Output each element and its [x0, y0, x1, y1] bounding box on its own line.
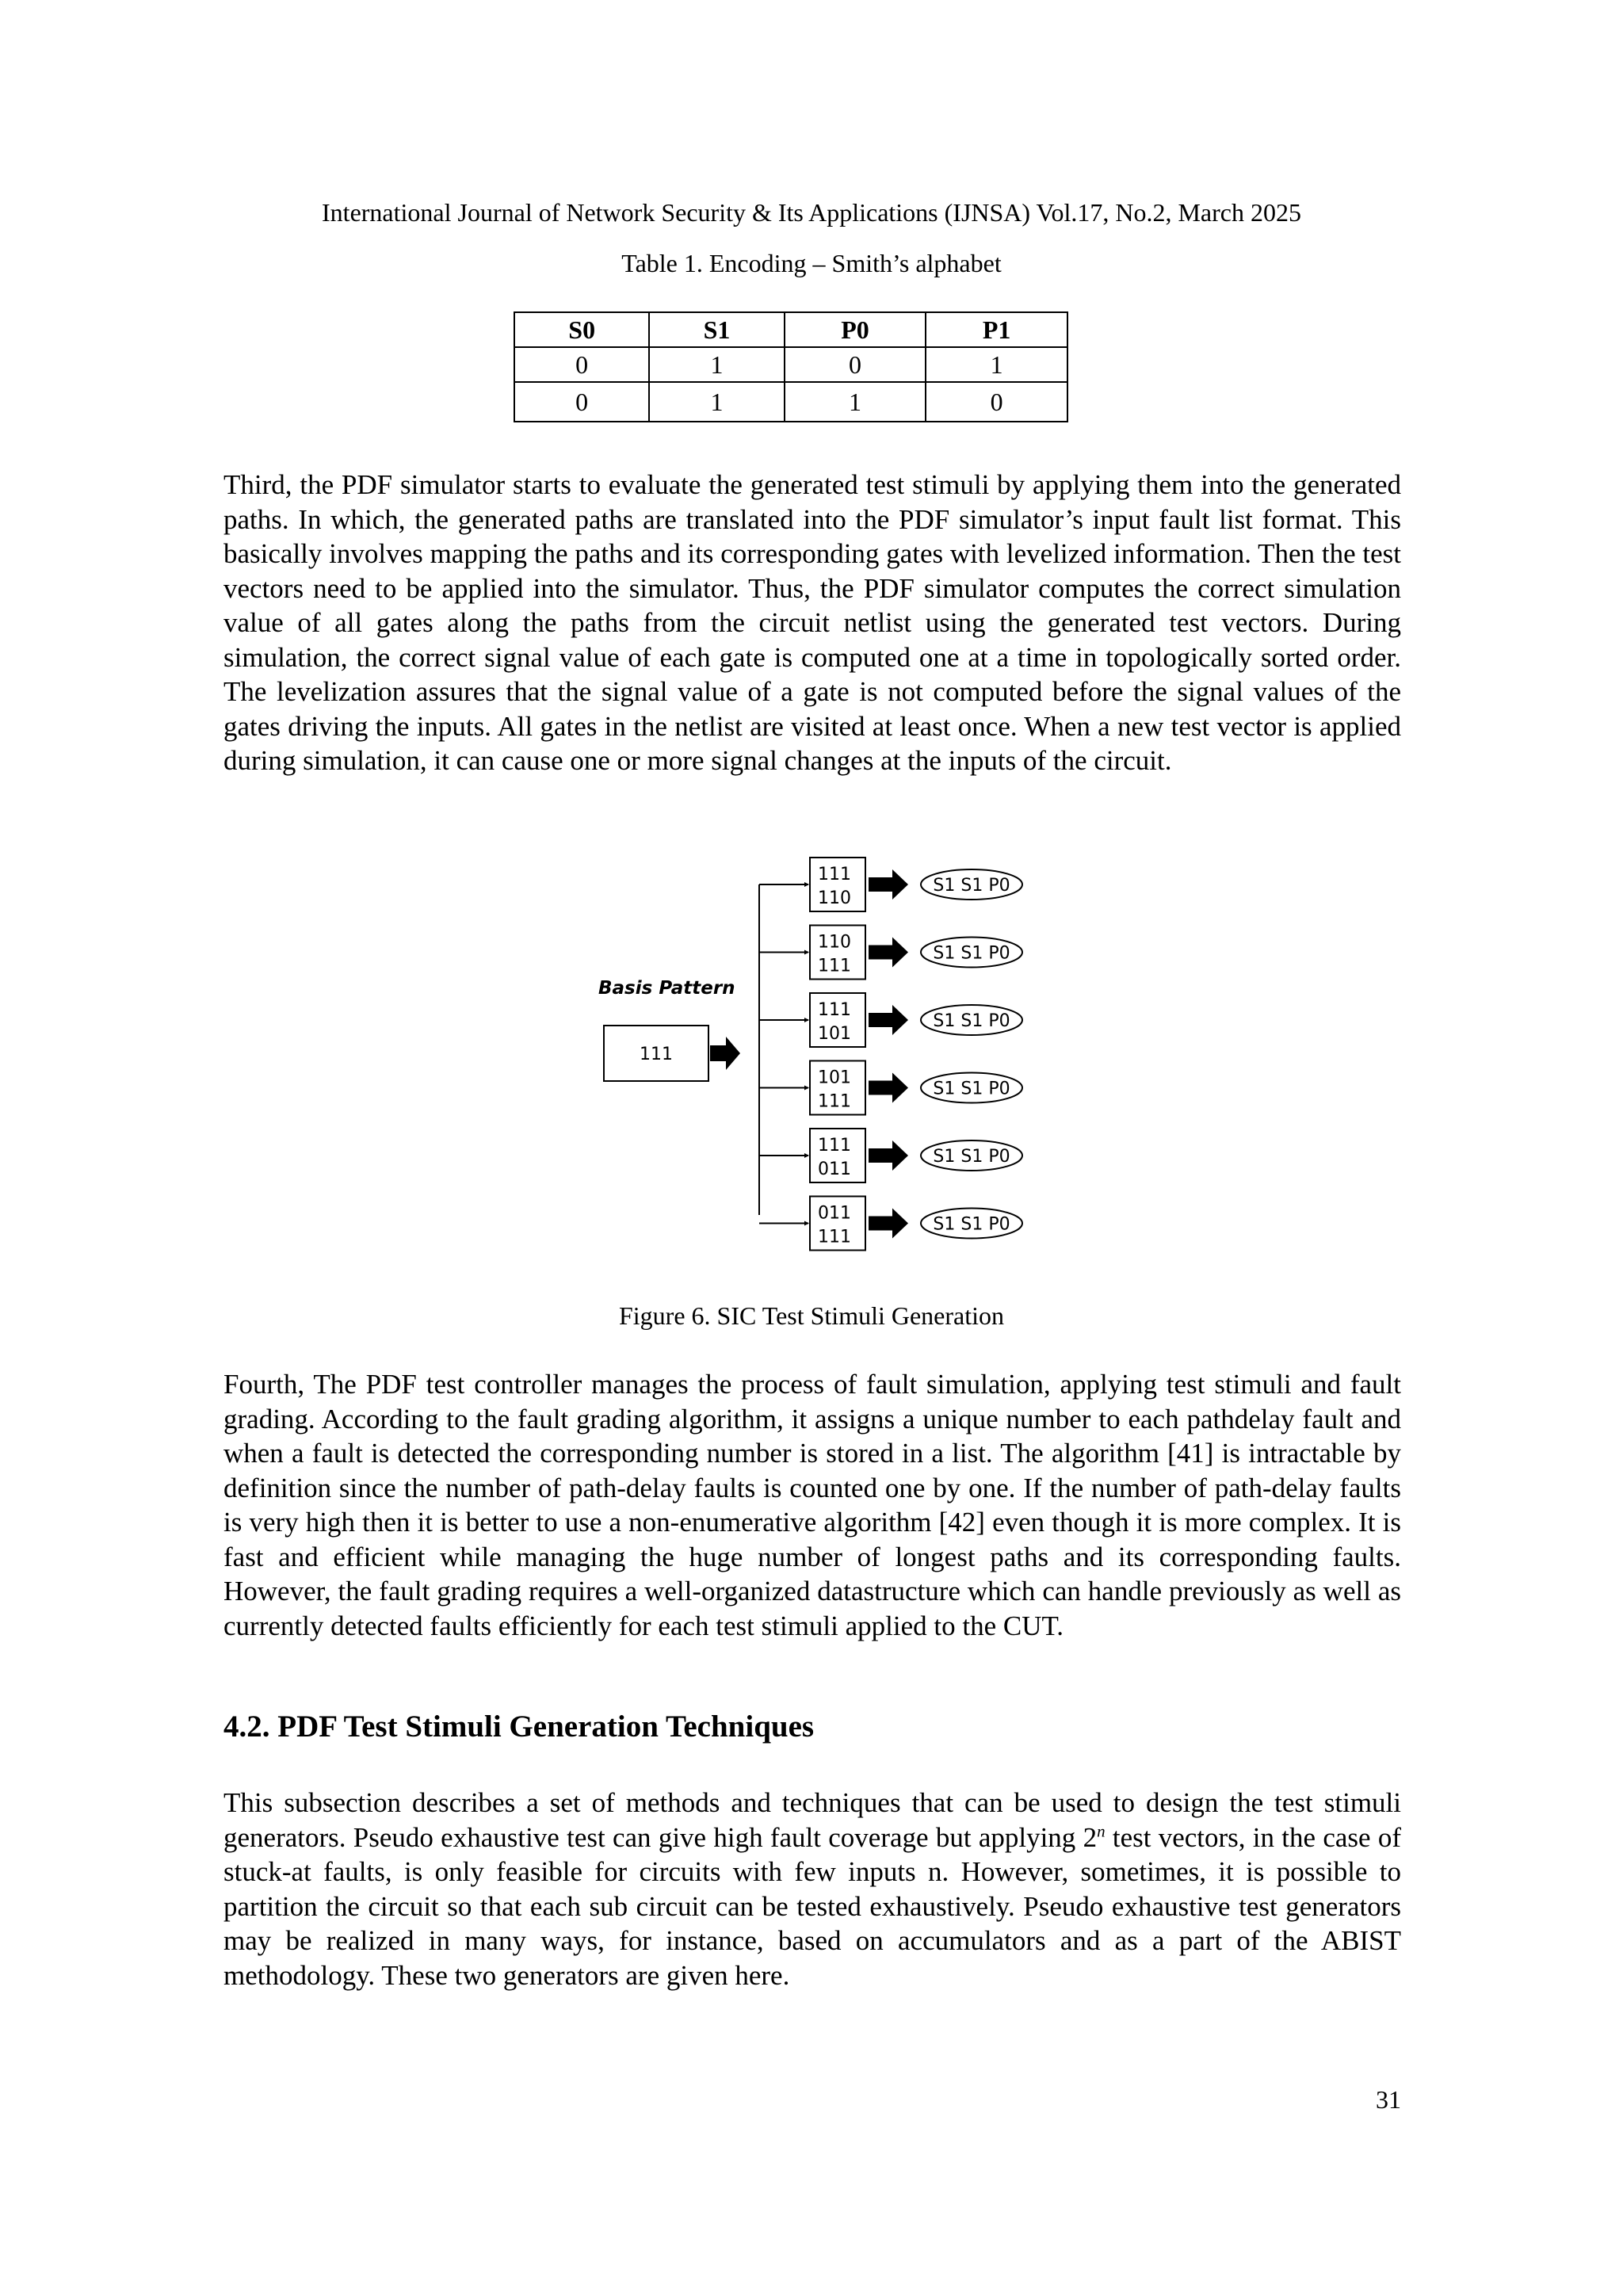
- output-label: S1 S1 P0: [933, 943, 1010, 964]
- output-label: S1 S1 P0: [933, 1147, 1010, 1167]
- pattern-top-value: 111: [818, 1136, 851, 1156]
- pattern-bottom-value: 101: [818, 1024, 851, 1044]
- table-cell: 1: [785, 382, 926, 422]
- pattern-top-value: 011: [818, 1203, 851, 1224]
- table-cell: 0: [785, 347, 926, 382]
- output-arrow: [869, 1073, 908, 1103]
- table-cell: 0: [926, 382, 1067, 422]
- table-cell: 1: [649, 347, 784, 382]
- output-label: S1 S1 P0: [933, 876, 1010, 896]
- output-arrow: [869, 869, 908, 900]
- output-arrow: [869, 1005, 908, 1035]
- superscript-n: n: [1097, 1820, 1106, 1840]
- table-cell: 1: [926, 347, 1067, 382]
- table-header-row: [514, 312, 1067, 347]
- table-header-cell: S0: [514, 312, 649, 347]
- pattern-bottom-value: 110: [818, 888, 851, 908]
- output-arrow: [869, 1209, 908, 1239]
- journal-header: International Journal of Network Security & Its Applications (IJNSA) Vol.17, No.2, March 2025: [322, 198, 1301, 227]
- pattern-top-value: 111: [818, 865, 851, 884]
- figure-caption: Figure 6. SIC Test Stimuli Generation: [618, 1301, 1005, 1330]
- table-caption: Table 1. Encoding – Smith’s alphabet: [621, 249, 1002, 277]
- pattern-bottom-value: 111: [818, 1091, 851, 1112]
- pattern-bottom-value: 111: [818, 1227, 851, 1247]
- basis-pattern-value: 111: [640, 1045, 673, 1064]
- table-header-cell: S1: [649, 312, 784, 347]
- pattern-top-value: 111: [818, 1000, 851, 1020]
- encoding-table: [514, 311, 1068, 422]
- page-number: 31: [1376, 2085, 1401, 2114]
- paragraph-text: test vectors, in the case of stuck-at faults, is only feasible for circuits with few inputs n. However, sometimes, it is possible to partition the circuit so that each sub circuit can be tested exhaustively. Pseudo exhaustive test generators may be realized in many ways, for instance, based on accumulators and as a part of the ABIST methodology. These two generators are given here.: [223, 1821, 1401, 1991]
- pattern-pair-list: [759, 858, 1022, 1251]
- output-label: S1 S1 P0: [933, 1011, 1010, 1031]
- output-arrow: [869, 938, 908, 968]
- basis-pattern-label: Basis Pattern: [598, 978, 735, 999]
- table-cell: 0: [514, 347, 649, 382]
- pattern-top-value: 110: [818, 932, 851, 953]
- pattern-bottom-value: 011: [818, 1159, 851, 1179]
- paragraph-stimuli-generation: [223, 1786, 1401, 1992]
- basis-arrow: [710, 1037, 740, 1070]
- paragraph-pdf-simulator: Third, the PDF simulator starts to evaluate the generated test stimuli by applying them into the generated paths. In which, the generated paths are translated into the PDF simulator’s input fault list format. This basically involves mapping the paths and its corresponding gates with levelized information. Then the test vectors need to be applied into the simulator. Thus, the PDF simulator computes the correct simulation value of all gates along the paths from the circuit netlist using the generated test vectors. During simulation, the correct signal value of each gate is computed one at a time in topologically sorted order. The levelization assures that the signal value of a gate is not computed before the signal values of the gates driving the inputs. All gates in the netlist are visited at least once. When a new test vector is applied during simulation, it can cause one or more signal changes at the inputs of the circuit.: [223, 469, 1401, 776]
- pattern-top-value: 101: [818, 1068, 851, 1088]
- paragraph-test-controller: Fourth, The PDF test controller manages the process of fault simulation, applying test stimuli and fault grading. According to the fault grading algorithm, it assigns a unique number to each pathdelay fault and when a fault is detected the corresponding number is stored in a list. The algorithm [41] is intractable by definition since the number of path-delay faults is counted one by one. If the number of path-delay faults is very high then it is better to use a non-enumerative algorithm [42] even though it is more complex. It is fast and efficient while managing the huge number of longest paths and its corresponding faults. However, the fault grading requires a well-organized datastructure which can handle previously as well as currently detected faults efficiently for each test stimuli applied to the CUT.: [223, 1369, 1401, 1641]
- output-arrow: [869, 1140, 908, 1171]
- pattern-bottom-value: 111: [818, 956, 851, 976]
- output-label: S1 S1 P0: [933, 1214, 1010, 1235]
- table-cell: 1: [649, 382, 784, 422]
- table-row: [514, 347, 1067, 382]
- section-heading: 4.2. PDF Test Stimuli Generation Techniques: [223, 1710, 815, 1744]
- table-row: [514, 382, 1067, 422]
- table-header-cell: P0: [785, 312, 926, 347]
- table-cell: 0: [514, 382, 649, 422]
- paragraph-text: This subsection describes a set of methods and techniques that can be used to design the test stimuli generators. Pseudo exhaustive test can give high fault coverage but applying 2: [223, 1787, 1401, 1853]
- output-label: S1 S1 P0: [933, 1079, 1010, 1099]
- sic-test-stimuli-figure: [586, 846, 1062, 1259]
- table-header-cell: P1: [926, 312, 1067, 347]
